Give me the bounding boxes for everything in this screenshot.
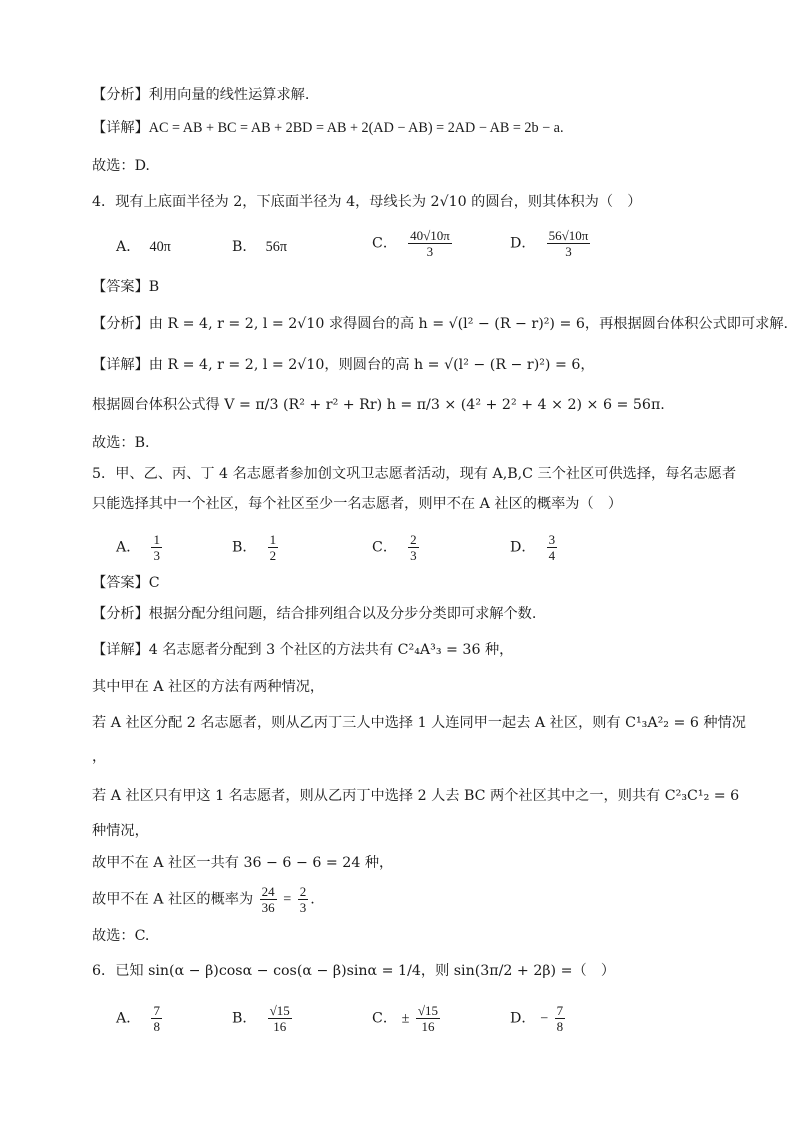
q5-detail-4: 若 A 社区只有甲这 1 名志愿者，则从乙丙丁中选择 2 人去 BC 两个社区其中之一，则共有 C²₃C¹₂ = 6 <box>92 788 740 804</box>
q4-option-c: C． $\frac{40√10\pi}{3}$ <box>372 228 450 259</box>
q3-detail: 【详解】AC = AB + BC = AB + 2BD = AB + 2(AD − AB) = 2AD − AB = 2b − a. <box>92 120 564 136</box>
q5-detail-3: 若 A 社区分配 2 名志愿者，则从乙丙丁三人中选择 1 人连同甲一起去 A 社区，则有 C¹₃A²₂ = 6 种情况 <box>92 715 746 731</box>
q5-option-d: D． $\frac{3}{4}$ <box>510 532 556 563</box>
q4-option-d: D． $\frac{56√10\pi}{3}$ <box>510 228 589 259</box>
q6-option-b: B． $\frac{√15}{16}$ <box>232 1003 290 1034</box>
q5-answer: 【答案】C <box>92 575 160 591</box>
q4-analysis: 【分析】由 R = 4, r = 2, l = 2√10 求得圆台的高 h = √(l² − (R − r)²) = 6，再根据圆台体积公式即可求解. <box>92 316 789 332</box>
q6-option-d: D． − $\frac{7}{8}$ <box>510 1003 564 1034</box>
q5-stem-line2: 只能选择其中一个社区，每个社区至少一名志愿者，则甲不在 A 社区的概率为（ ） <box>92 496 623 512</box>
q4-detail: 【详解】由 R = 4, r = 2, l = 2√10，则圆台的高 h = √(l² − (R − r)²) = 6， <box>92 357 595 373</box>
q5-option-c: C． $\frac{2}{3}$ <box>372 532 417 563</box>
q3-choice: 故选：D. <box>92 158 150 174</box>
q5-option-b: B． $\frac{1}{2}$ <box>232 532 277 563</box>
q5-choice: 故选：C. <box>92 928 150 944</box>
q5-analysis: 【分析】根据分配分组问题，结合排列组合以及分步分类即可求解个数. <box>92 606 537 622</box>
q4-choice: 故选：B. <box>92 435 150 451</box>
q5-detail-5: 故甲不在 A 社区一共有 36 − 6 − 6 = 24 种， <box>92 855 394 871</box>
q5-detail-3-cont: ， <box>92 749 107 765</box>
q6-option-c: C． ± $\frac{√15}{16}$ <box>372 1003 439 1034</box>
q5-option-a: A． $\frac{1}{3}$ <box>116 532 160 563</box>
q6-option-a: A． $\frac{7}{8}$ <box>116 1003 160 1034</box>
q4-answer: 【答案】B <box>92 279 160 295</box>
q4-stem: 4．现有上底面半径为 2，下底面半径为 4，母线长为 2√10 的圆台，则其体积为（ ） <box>92 194 642 210</box>
q4-option-a: A． 40π <box>116 239 171 255</box>
q5-stem-line1: 5．甲、乙、丙、丁 4 名志愿者参加创文巩卫志愿者活动，现有 A,B,C 三个社区可供选择，每名志愿者 <box>92 466 737 482</box>
q5-detail-4-cont: 种情况， <box>92 823 149 839</box>
q4-detail-2: 根据圆台体积公式得 V = π/3 (R² + r² + Rr) h = π/3 × (4² + 2² + 4 × 2) × 6 = 56π. <box>92 397 665 413</box>
q5-detail: 【详解】4 名志愿者分配到 3 个社区的方法共有 C²₄A³₃ = 36 种， <box>92 642 514 658</box>
q3-analysis: 【分析】利用向量的线性运算求解. <box>92 87 310 103</box>
q5-detail-6: 故甲不在 A 社区的概率为 $\frac{24}{36}$ = $\frac{2}{3}$ . <box>92 884 315 915</box>
q6-stem: 6．已知 sin(α − β)cosα − cos(α − β)sinα = 1/4，则 sin(3π/2 + 2β) =（ ） <box>92 963 616 979</box>
q5-detail-2: 其中甲在 A 社区的方法有两种情况， <box>92 679 325 695</box>
q4-option-b: B． 56π <box>232 239 288 255</box>
